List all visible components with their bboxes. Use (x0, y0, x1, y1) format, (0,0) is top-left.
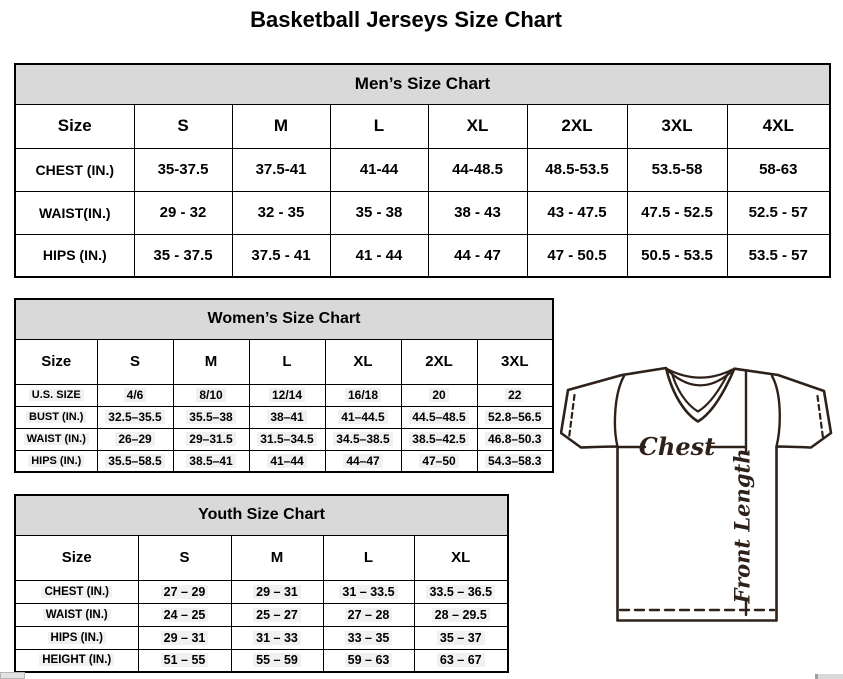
size-value-cell: 47 - 50.5 (527, 234, 627, 277)
size-value-cell: 41-44 (330, 148, 428, 191)
row-label: HIPS (IN.) (15, 626, 138, 649)
size-value-cell: 52.8–56.5 (477, 406, 553, 428)
size-column-header-s: S (134, 104, 232, 148)
size-column-header-l: L (330, 104, 428, 148)
size-value-cell: 50.5 - 53.5 (627, 234, 727, 277)
size-value-cell: 12/14 (249, 384, 325, 406)
size-value-cell: 38 - 43 (428, 191, 527, 234)
size-column-header-l: L (249, 339, 325, 384)
size-column-header-xl: XL (325, 339, 401, 384)
row-label: CHEST (IN.) (15, 148, 134, 191)
size-value-cell: 47–50 (401, 450, 477, 472)
size-value-cell: 27 – 28 (323, 603, 414, 626)
size-value-cell: 29 – 31 (231, 580, 323, 603)
size-value-cell: 24 – 25 (138, 603, 231, 626)
size-column-header-2xl: 2XL (401, 339, 477, 384)
size-value-cell: 43 - 47.5 (527, 191, 627, 234)
size-value-cell: 47.5 - 52.5 (627, 191, 727, 234)
row-label: WAIST(IN.) (15, 191, 134, 234)
table-row (15, 428, 553, 450)
row-label: HIPS (IN.) (15, 450, 97, 472)
size-column-header-xl: XL (428, 104, 527, 148)
size-value-cell: 52.5 - 57 (727, 191, 830, 234)
size-value-cell: 26–29 (97, 428, 173, 450)
table-row (15, 191, 830, 234)
size-corner-header: Size (15, 104, 134, 148)
size-value-cell: 35 - 37.5 (134, 234, 232, 277)
jersey-measurement-diagram (560, 358, 840, 628)
size-value-cell: 32 - 35 (232, 191, 330, 234)
size-value-cell: 34.5–38.5 (325, 428, 401, 450)
size-value-cell: 38.5–41 (173, 450, 249, 472)
size-value-cell: 41–44.5 (325, 406, 401, 428)
size-column-header-s: S (97, 339, 173, 384)
scrollbar-fragment-left[interactable] (0, 672, 25, 679)
size-value-cell: 35 – 37 (414, 626, 508, 649)
size-value-cell: 44.5–48.5 (401, 406, 477, 428)
size-corner-header: Size (15, 339, 97, 384)
table-row (15, 406, 553, 428)
size-value-cell: 4/6 (97, 384, 173, 406)
row-label: WAIST (IN.) (15, 603, 138, 626)
youth-column-header-row (15, 535, 508, 580)
size-value-cell: 28 – 29.5 (414, 603, 508, 626)
mens-size-table (14, 63, 831, 278)
size-value-cell: 44–47 (325, 450, 401, 472)
row-label: U.S. SIZE (15, 384, 97, 406)
mens-column-header-row (15, 104, 830, 148)
size-column-header-3xl: 3XL (627, 104, 727, 148)
youth-chart-title: Youth Size Chart (15, 495, 508, 535)
size-value-cell: 29–31.5 (173, 428, 249, 450)
size-value-cell: 25 – 27 (231, 603, 323, 626)
size-value-cell: 41–44 (249, 450, 325, 472)
size-value-cell: 58-63 (727, 148, 830, 191)
size-value-cell: 37.5 - 41 (232, 234, 330, 277)
size-value-cell: 8/10 (173, 384, 249, 406)
row-label: WAIST (IN.) (15, 428, 97, 450)
chest-label: Chest (638, 432, 716, 461)
size-value-cell: 29 - 32 (134, 191, 232, 234)
size-column-header-2xl: 2XL (527, 104, 627, 148)
womens-size-table (14, 298, 554, 473)
row-label: CHEST (IN.) (15, 580, 138, 603)
mens-header-band (15, 64, 830, 104)
size-column-header-m: M (231, 535, 323, 580)
size-value-cell: 35-37.5 (134, 148, 232, 191)
size-value-cell: 54.3–58.3 (477, 450, 553, 472)
size-value-cell: 44 - 47 (428, 234, 527, 277)
size-value-cell: 38.5–42.5 (401, 428, 477, 450)
front-length-label: Front Length (729, 448, 755, 604)
mens-chart-title: Men’s Size Chart (15, 64, 830, 104)
table-row (15, 626, 508, 649)
size-value-cell: 46.8–50.3 (477, 428, 553, 450)
size-column-header-l: L (323, 535, 414, 580)
table-row (15, 649, 508, 672)
table-row (15, 148, 830, 191)
size-value-cell: 29 – 31 (138, 626, 231, 649)
womens-chart-title: Women’s Size Chart (15, 299, 553, 339)
size-column-header-xl: XL (414, 535, 508, 580)
size-value-cell: 55 – 59 (231, 649, 323, 672)
size-value-cell: 35 - 38 (330, 191, 428, 234)
size-value-cell: 35.5–38 (173, 406, 249, 428)
size-value-cell: 53.5 - 57 (727, 234, 830, 277)
size-value-cell: 53.5-58 (627, 148, 727, 191)
size-value-cell: 59 – 63 (323, 649, 414, 672)
size-value-cell: 22 (477, 384, 553, 406)
youth-header-band (15, 495, 508, 535)
jersey-outline-shape (561, 368, 831, 621)
size-value-cell: 33 – 35 (323, 626, 414, 649)
youth-size-table (14, 494, 509, 673)
size-column-header-4xl: 4XL (727, 104, 830, 148)
table-row (15, 234, 830, 277)
size-value-cell: 63 – 67 (414, 649, 508, 672)
size-value-cell: 27 – 29 (138, 580, 231, 603)
size-corner-header: Size (15, 535, 138, 580)
size-value-cell: 41 - 44 (330, 234, 428, 277)
size-value-cell: 31.5–34.5 (249, 428, 325, 450)
size-column-header-m: M (232, 104, 330, 148)
size-column-header-m: M (173, 339, 249, 384)
size-value-cell: 16/18 (325, 384, 401, 406)
size-value-cell: 48.5-53.5 (527, 148, 627, 191)
womens-column-header-row (15, 339, 553, 384)
size-column-header-3xl: 3XL (477, 339, 553, 384)
size-value-cell: 51 – 55 (138, 649, 231, 672)
size-value-cell: 33.5 – 36.5 (414, 580, 508, 603)
size-value-cell: 38–41 (249, 406, 325, 428)
row-label: HIPS (IN.) (15, 234, 134, 277)
size-value-cell: 37.5-41 (232, 148, 330, 191)
table-row (15, 580, 508, 603)
scrollbar-fragment-right[interactable] (815, 674, 843, 679)
table-row (15, 450, 553, 472)
row-label: BUST (IN.) (15, 406, 97, 428)
size-value-cell: 20 (401, 384, 477, 406)
size-column-header-s: S (138, 535, 231, 580)
size-value-cell: 35.5–58.5 (97, 450, 173, 472)
size-value-cell: 31 – 33 (231, 626, 323, 649)
page-title: Basketball Jerseys Size Chart (250, 7, 562, 32)
row-label: HEIGHT (IN.) (15, 649, 138, 672)
table-row (15, 384, 553, 406)
size-value-cell: 31 – 33.5 (323, 580, 414, 603)
womens-header-band (15, 299, 553, 339)
size-value-cell: 32.5–35.5 (97, 406, 173, 428)
size-value-cell: 44-48.5 (428, 148, 527, 191)
table-row (15, 603, 508, 626)
